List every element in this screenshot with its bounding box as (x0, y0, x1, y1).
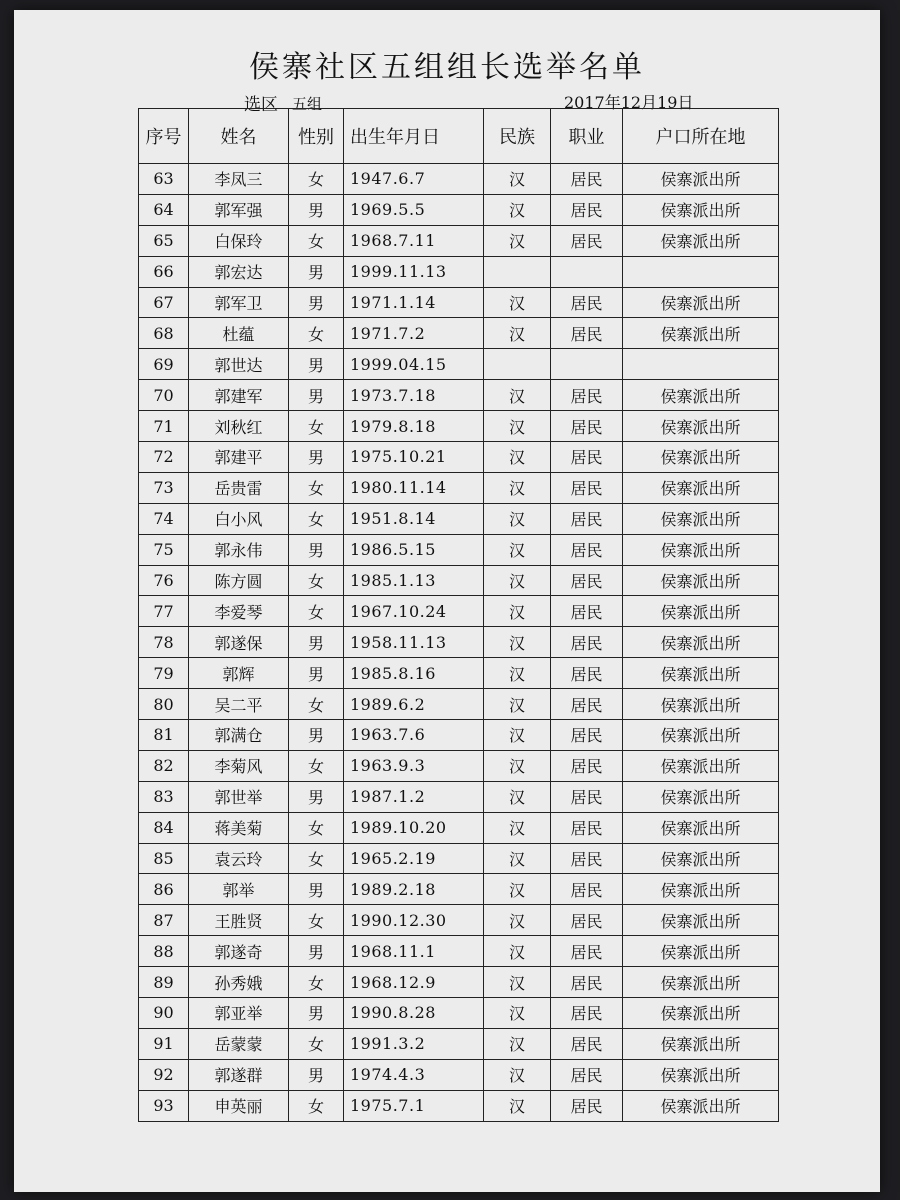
cell-occupation: 居民 (551, 225, 623, 256)
cell-birthdate: 1985.8.16 (344, 658, 484, 689)
cell-occupation: 居民 (551, 1028, 623, 1059)
cell-index: 82 (139, 750, 189, 781)
table-row (139, 689, 779, 720)
header-row (139, 109, 779, 164)
cell-ethnicity: 汉 (484, 720, 551, 751)
cell-residence: 侯寨派出所 (623, 503, 779, 534)
column-header-name: 姓名 (189, 109, 289, 164)
cell-index: 79 (139, 658, 189, 689)
cell-ethnicity: 汉 (484, 596, 551, 627)
cell-occupation: 居民 (551, 380, 623, 411)
cell-birthdate: 1968.12.9 (344, 967, 484, 998)
cell-index: 92 (139, 1059, 189, 1090)
cell-ethnicity (484, 349, 551, 380)
cell-occupation: 居民 (551, 781, 623, 812)
cell-occupation: 居民 (551, 658, 623, 689)
cell-ethnicity: 汉 (484, 1028, 551, 1059)
table-row (139, 812, 779, 843)
cell-ethnicity: 汉 (484, 164, 551, 195)
document-date: 2017年12月19日 (564, 93, 694, 112)
table-row (139, 194, 779, 225)
cell-index: 75 (139, 534, 189, 565)
table-row (139, 411, 779, 442)
table-row (139, 349, 779, 380)
cell-birthdate: 1974.4.3 (344, 1059, 484, 1090)
cell-ethnicity: 汉 (484, 658, 551, 689)
cell-residence (623, 256, 779, 287)
cell-ethnicity: 汉 (484, 380, 551, 411)
cell-residence: 侯寨派出所 (623, 1090, 779, 1121)
cell-ethnicity: 汉 (484, 627, 551, 658)
cell-name: 郭满仓 (189, 720, 289, 751)
cell-occupation: 居民 (551, 534, 623, 565)
cell-residence: 侯寨派出所 (623, 287, 779, 318)
column-header-residence: 户口所在地 (623, 109, 779, 164)
cell-index: 91 (139, 1028, 189, 1059)
cell-name: 郭遂保 (189, 627, 289, 658)
cell-sex: 女 (289, 164, 344, 195)
cell-birthdate: 1999.11.13 (344, 256, 484, 287)
cell-birthdate: 1973.7.18 (344, 380, 484, 411)
cell-residence: 侯寨派出所 (623, 936, 779, 967)
cell-birthdate: 1971.7.2 (344, 318, 484, 349)
cell-sex: 女 (289, 1090, 344, 1121)
roster-table (138, 108, 779, 1122)
cell-residence: 侯寨派出所 (623, 318, 779, 349)
paper-sheet (14, 10, 880, 1192)
cell-sex: 女 (289, 503, 344, 534)
cell-residence: 侯寨派出所 (623, 905, 779, 936)
table-row (139, 256, 779, 287)
cell-index: 89 (139, 967, 189, 998)
cell-ethnicity: 汉 (484, 812, 551, 843)
table-row (139, 225, 779, 256)
cell-ethnicity: 汉 (484, 287, 551, 318)
table-row (139, 442, 779, 473)
cell-name: 郭军卫 (189, 287, 289, 318)
cell-ethnicity: 汉 (484, 967, 551, 998)
cell-index: 90 (139, 998, 189, 1029)
cell-name: 郭宏达 (189, 256, 289, 287)
cell-sex: 女 (289, 318, 344, 349)
cell-residence: 侯寨派出所 (623, 442, 779, 473)
cell-ethnicity: 汉 (484, 472, 551, 503)
cell-occupation: 居民 (551, 843, 623, 874)
cell-index: 81 (139, 720, 189, 751)
cell-name: 袁云玲 (189, 843, 289, 874)
cell-name: 白保玲 (189, 225, 289, 256)
cell-occupation (551, 349, 623, 380)
cell-ethnicity: 汉 (484, 874, 551, 905)
cell-sex: 女 (289, 812, 344, 843)
cell-residence: 侯寨派出所 (623, 843, 779, 874)
cell-sex: 男 (289, 287, 344, 318)
cell-index: 69 (139, 349, 189, 380)
table-row (139, 998, 779, 1029)
cell-index: 77 (139, 596, 189, 627)
cell-name: 郭举 (189, 874, 289, 905)
cell-name: 郭建军 (189, 380, 289, 411)
cell-index: 65 (139, 225, 189, 256)
cell-index: 84 (139, 812, 189, 843)
cell-ethnicity: 汉 (484, 843, 551, 874)
cell-name: 岳贵雷 (189, 472, 289, 503)
cell-residence: 侯寨派出所 (623, 998, 779, 1029)
cell-residence: 侯寨派出所 (623, 874, 779, 905)
cell-birthdate: 1990.12.30 (344, 905, 484, 936)
cell-name: 杜蕴 (189, 318, 289, 349)
cell-occupation: 居民 (551, 1059, 623, 1090)
cell-residence: 侯寨派出所 (623, 164, 779, 195)
cell-sex: 男 (289, 194, 344, 225)
table-row (139, 596, 779, 627)
cell-birthdate: 1975.7.1 (344, 1090, 484, 1121)
cell-name: 刘秋红 (189, 411, 289, 442)
cell-residence: 侯寨派出所 (623, 812, 779, 843)
table-row (139, 380, 779, 411)
cell-residence: 侯寨派出所 (623, 225, 779, 256)
table-row (139, 874, 779, 905)
cell-index: 93 (139, 1090, 189, 1121)
cell-sex: 女 (289, 596, 344, 627)
table-row (139, 534, 779, 565)
cell-occupation: 居民 (551, 411, 623, 442)
table-row (139, 287, 779, 318)
cell-birthdate: 1989.6.2 (344, 689, 484, 720)
table-row (139, 503, 779, 534)
cell-index: 66 (139, 256, 189, 287)
cell-occupation: 居民 (551, 503, 623, 534)
cell-sex: 女 (289, 750, 344, 781)
cell-occupation: 居民 (551, 442, 623, 473)
cell-residence (623, 349, 779, 380)
cell-sex: 男 (289, 658, 344, 689)
cell-index: 80 (139, 689, 189, 720)
cell-birthdate: 1989.10.20 (344, 812, 484, 843)
cell-index: 67 (139, 287, 189, 318)
cell-residence: 侯寨派出所 (623, 627, 779, 658)
cell-sex: 男 (289, 256, 344, 287)
cell-occupation: 居民 (551, 967, 623, 998)
cell-occupation (551, 256, 623, 287)
table-row (139, 905, 779, 936)
cell-birthdate: 1965.2.19 (344, 843, 484, 874)
cell-index: 88 (139, 936, 189, 967)
cell-birthdate: 1951.8.14 (344, 503, 484, 534)
cell-name: 李凤三 (189, 164, 289, 195)
cell-index: 78 (139, 627, 189, 658)
cell-birthdate: 1947.6.7 (344, 164, 484, 195)
cell-occupation: 居民 (551, 627, 623, 658)
table-row (139, 627, 779, 658)
cell-name: 蒋美菊 (189, 812, 289, 843)
cell-name: 李菊风 (189, 750, 289, 781)
cell-ethnicity: 汉 (484, 565, 551, 596)
cell-sex: 男 (289, 1059, 344, 1090)
table-row (139, 720, 779, 751)
cell-occupation: 居民 (551, 812, 623, 843)
cell-birthdate: 1989.2.18 (344, 874, 484, 905)
column-header-index: 序号 (139, 109, 189, 164)
document-title: 侯寨社区五组组长选举名单 (249, 50, 645, 85)
cell-residence: 侯寨派出所 (623, 380, 779, 411)
cell-sex: 男 (289, 442, 344, 473)
table-row (139, 781, 779, 812)
cell-name: 郭遂群 (189, 1059, 289, 1090)
column-header-sex: 性别 (289, 109, 344, 164)
cell-ethnicity: 汉 (484, 318, 551, 349)
cell-name: 郭军强 (189, 194, 289, 225)
roster-body (139, 164, 779, 1122)
table-row (139, 750, 779, 781)
cell-index: 86 (139, 874, 189, 905)
table-row (139, 936, 779, 967)
cell-sex: 女 (289, 905, 344, 936)
cell-index: 73 (139, 472, 189, 503)
cell-sex: 男 (289, 349, 344, 380)
cell-birthdate: 1979.8.18 (344, 411, 484, 442)
cell-residence: 侯寨派出所 (623, 1059, 779, 1090)
column-header-occupation: 职业 (551, 109, 623, 164)
cell-sex: 女 (289, 411, 344, 442)
cell-residence: 侯寨派出所 (623, 720, 779, 751)
cell-ethnicity: 汉 (484, 750, 551, 781)
cell-name: 白小风 (189, 503, 289, 534)
cell-index: 68 (139, 318, 189, 349)
cell-sex: 女 (289, 967, 344, 998)
cell-name: 申英丽 (189, 1090, 289, 1121)
cell-birthdate: 1986.5.15 (344, 534, 484, 565)
table-row (139, 1059, 779, 1090)
table-row (139, 1028, 779, 1059)
cell-index: 71 (139, 411, 189, 442)
cell-ethnicity: 汉 (484, 905, 551, 936)
cell-occupation: 居民 (551, 596, 623, 627)
district-label: 选区 (244, 95, 278, 115)
cell-birthdate: 1991.3.2 (344, 1028, 484, 1059)
cell-residence: 侯寨派出所 (623, 411, 779, 442)
cell-birthdate: 1968.7.11 (344, 225, 484, 256)
cell-name: 郭永伟 (189, 534, 289, 565)
cell-ethnicity: 汉 (484, 1090, 551, 1121)
cell-ethnicity: 汉 (484, 998, 551, 1029)
cell-ethnicity (484, 256, 551, 287)
cell-ethnicity: 汉 (484, 503, 551, 534)
cell-birthdate: 1963.7.6 (344, 720, 484, 751)
cell-residence: 侯寨派出所 (623, 194, 779, 225)
cell-birthdate: 1987.1.2 (344, 781, 484, 812)
cell-residence: 侯寨派出所 (623, 750, 779, 781)
cell-occupation: 居民 (551, 164, 623, 195)
cell-occupation: 居民 (551, 1090, 623, 1121)
cell-sex: 男 (289, 627, 344, 658)
cell-sex: 女 (289, 225, 344, 256)
table-row (139, 658, 779, 689)
cell-sex: 女 (289, 689, 344, 720)
cell-name: 王胜贤 (189, 905, 289, 936)
cell-occupation: 居民 (551, 720, 623, 751)
table-row (139, 1090, 779, 1121)
table-row (139, 565, 779, 596)
cell-index: 74 (139, 503, 189, 534)
cell-occupation: 居民 (551, 998, 623, 1029)
cell-sex: 男 (289, 936, 344, 967)
cell-sex: 男 (289, 781, 344, 812)
column-header-birthdate: 出生年月日 (344, 109, 484, 164)
cell-occupation: 居民 (551, 194, 623, 225)
cell-name: 郭亚举 (189, 998, 289, 1029)
cell-name: 郭辉 (189, 658, 289, 689)
cell-birthdate: 1958.11.13 (344, 627, 484, 658)
cell-birthdate: 1971.1.14 (344, 287, 484, 318)
cell-residence: 侯寨派出所 (623, 658, 779, 689)
cell-ethnicity: 汉 (484, 936, 551, 967)
cell-occupation: 居民 (551, 874, 623, 905)
cell-sex: 男 (289, 720, 344, 751)
cell-index: 87 (139, 905, 189, 936)
cell-occupation: 居民 (551, 287, 623, 318)
cell-residence: 侯寨派出所 (623, 596, 779, 627)
cell-occupation: 居民 (551, 750, 623, 781)
cell-sex: 女 (289, 565, 344, 596)
cell-sex: 女 (289, 843, 344, 874)
cell-ethnicity: 汉 (484, 534, 551, 565)
cell-occupation: 居民 (551, 689, 623, 720)
cell-ethnicity: 汉 (484, 781, 551, 812)
cell-residence: 侯寨派出所 (623, 534, 779, 565)
cell-residence: 侯寨派出所 (623, 565, 779, 596)
column-header-ethnicity: 民族 (484, 109, 551, 164)
cell-ethnicity: 汉 (484, 689, 551, 720)
cell-occupation: 居民 (551, 905, 623, 936)
cell-index: 64 (139, 194, 189, 225)
cell-index: 76 (139, 565, 189, 596)
cell-ethnicity: 汉 (484, 442, 551, 473)
cell-occupation: 居民 (551, 318, 623, 349)
cell-sex: 女 (289, 472, 344, 503)
cell-name: 李爱琴 (189, 596, 289, 627)
cell-name: 吴二平 (189, 689, 289, 720)
cell-birthdate: 1999.04.15 (344, 349, 484, 380)
cell-name: 郭世达 (189, 349, 289, 380)
cell-birthdate: 1967.10.24 (344, 596, 484, 627)
cell-name: 郭建平 (189, 442, 289, 473)
cell-ethnicity: 汉 (484, 225, 551, 256)
cell-sex: 男 (289, 998, 344, 1029)
cell-index: 72 (139, 442, 189, 473)
cell-birthdate: 1985.1.13 (344, 565, 484, 596)
cell-name: 岳蒙蒙 (189, 1028, 289, 1059)
cell-ethnicity: 汉 (484, 1059, 551, 1090)
cell-birthdate: 1980.11.14 (344, 472, 484, 503)
cell-name: 孙秀娥 (189, 967, 289, 998)
cell-occupation: 居民 (551, 936, 623, 967)
cell-occupation: 居民 (551, 565, 623, 596)
cell-birthdate: 1963.9.3 (344, 750, 484, 781)
cell-index: 85 (139, 843, 189, 874)
cell-residence: 侯寨派出所 (623, 1028, 779, 1059)
cell-birthdate: 1990.8.28 (344, 998, 484, 1029)
cell-name: 郭遂奇 (189, 936, 289, 967)
cell-index: 63 (139, 164, 189, 195)
cell-birthdate: 1968.11.1 (344, 936, 484, 967)
cell-sex: 男 (289, 534, 344, 565)
district-value: 五组 (292, 95, 323, 113)
table-row (139, 164, 779, 195)
table-row (139, 967, 779, 998)
cell-residence: 侯寨派出所 (623, 472, 779, 503)
table-row (139, 472, 779, 503)
cell-residence: 侯寨派出所 (623, 967, 779, 998)
cell-sex: 男 (289, 380, 344, 411)
cell-residence: 侯寨派出所 (623, 781, 779, 812)
cell-sex: 男 (289, 874, 344, 905)
cell-ethnicity: 汉 (484, 194, 551, 225)
cell-ethnicity: 汉 (484, 411, 551, 442)
table-row (139, 318, 779, 349)
cell-index: 70 (139, 380, 189, 411)
cell-residence: 侯寨派出所 (623, 689, 779, 720)
cell-index: 83 (139, 781, 189, 812)
cell-birthdate: 1975.10.21 (344, 442, 484, 473)
cell-sex: 女 (289, 1028, 344, 1059)
cell-birthdate: 1969.5.5 (344, 194, 484, 225)
cell-occupation: 居民 (551, 472, 623, 503)
table-row (139, 843, 779, 874)
cell-name: 郭世举 (189, 781, 289, 812)
cell-name: 陈方圆 (189, 565, 289, 596)
